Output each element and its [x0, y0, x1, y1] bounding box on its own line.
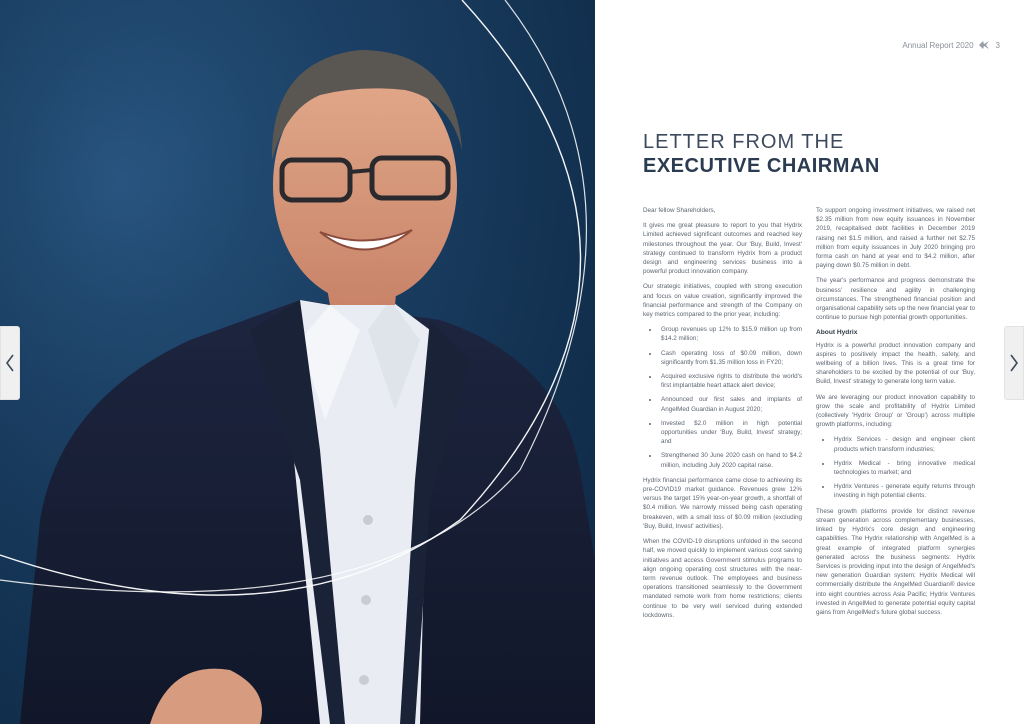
title-line-2: EXECUTIVE CHAIRMAN	[643, 155, 880, 177]
salutation: Dear fellow Shareholders,	[643, 207, 716, 214]
next-page-button[interactable]	[1004, 326, 1024, 400]
highlights-list	[643, 325, 802, 470]
list-item: • Hydrix Medical - bring innovative medical technologies to market; and	[832, 459, 975, 477]
paragraph: When the COVID-19 disruptions unfolded in the second half, we moved quickly to implement various cost saving initiatives and access Government stimulus programs to align ongoing operating cost structures with the near-term revenue outlook. The employees and business operations transitioned seamlessly to the Government mandated remote work from home restrictions; clients continue to be very well serviced during extended lockdowns.	[643, 538, 802, 619]
chevron-right-icon	[1008, 353, 1020, 373]
list-item: • Hydrix Ventures - generate equity returns through investing in high potential clients.	[832, 482, 975, 500]
paragraph: The year's performance and progress demonstrate the business' resilience and agility in challenging circumstances. The strengthened financial position and organisational capability sets up the new financial year to continue to pursue high potential growth opportunities.	[816, 277, 975, 322]
list-item: • Hydrix Services - design and engineer client products which transform industries;	[832, 435, 975, 453]
list-item: • Strengthened 30 June 2020 cash on hand to $4.2 million, including July 2020 capital raise.	[659, 451, 802, 469]
previous-page-button[interactable]	[0, 326, 20, 400]
list-item: • Announced our first sales and implants of AngelMed Guardian in August 2020;	[659, 395, 802, 413]
list-item: • Invested $2.0 million in high potential opportunities under 'Buy, Build, Invest' strategy; and	[659, 419, 802, 447]
running-header	[902, 40, 1000, 50]
paragraph: These growth platforms provide for distinct revenue stream generation across complementary businesses, linked by Hydrix's core design and engineering capabilities. The Hydrix relationship with AngelMed is a great example of integrated platform synergies generated across the business segments: Hydrix Services is providing input into the design of AngelMed's new generation Guardian system; Hydrix Medical will commercially distribute the AngelMed Guardian® device into eight countries across Asia Pacific; Hydrix Ventures invested in AngelMed to generate potential equity capital gains from AngelMed's future global success.	[816, 507, 975, 616]
page-title	[643, 130, 973, 178]
hydrix-logo-icon	[978, 40, 990, 50]
page-number: 3	[995, 40, 1000, 50]
paragraph: Hydrix is a powerful product innovation company and aspires to positively impact the health, safety, and wellbeing of a billion lives. This is a great time for shareholders to be excited by the potential of our 'Buy, Build, Invest' strategy to generate long term value.	[816, 341, 975, 386]
chevron-left-icon	[4, 353, 16, 373]
right-text-column	[816, 206, 975, 626]
paragraph: To support ongoing investment initiatives, we raised net $2.35 million from new equity issuances in November 2019, recapitalised debt facilities in December 2019 raising net $1.5 million, and raised a further net $2.75 million from equity issuances in July 2020 bringing pro forma cash on hand at year end to $4.2 million, after paying down $0.75 million in debt.	[816, 207, 975, 270]
letter-page	[595, 0, 1024, 724]
paragraph: Hydrix financial performance came close to achieving its pre-COVID19 market guidance. Revenues grew 12% versus the target 15% year-on-year growth, a shortfall of $0.4 million. We narrowly missed being cash operating breakeven, with a small loss of $0.09 million (excluding 'Buy, Build, Invest' activities).	[643, 476, 802, 530]
platforms-list	[816, 435, 975, 500]
report-label: Annual Report 2020	[902, 40, 974, 50]
body-columns	[643, 206, 975, 626]
paragraph: We are leveraging our product innovation capability to grow the scale and profitability of Hydrix Limited (collectively 'Hydrix Group' or 'Group') across multiple growth platforms, including:	[816, 393, 975, 429]
title-line-1: LETTER FROM THE	[643, 131, 845, 153]
left-text-column	[643, 206, 802, 626]
list-item: • Group revenues up 12% to $15.9 million up from $14.2 million;	[659, 325, 802, 343]
list-item: • Acquired exclusive rights to distribute the world's first implantable heart attack alert device;	[659, 372, 802, 390]
paragraph: It gives me great pleasure to report to you that Hydrix Limited achieved significant outcomes and reached key milestones throughout the year. Our 'Buy, Build, Invest' strategy continued to transform Hydrix from a product design and engineering services business into a powerful product innovation company.	[643, 222, 802, 276]
paragraph: Our strategic initiatives, coupled with strong execution and focus on value creation, significantly improved the financial performance and strength of the Company on key metrics compared to the prior year, including:	[643, 283, 802, 319]
list-item: • Cash operating loss of $0.09 million, down significantly from $1.35 million loss in FY20;	[659, 349, 802, 367]
section-heading: About Hydrix	[816, 329, 858, 337]
